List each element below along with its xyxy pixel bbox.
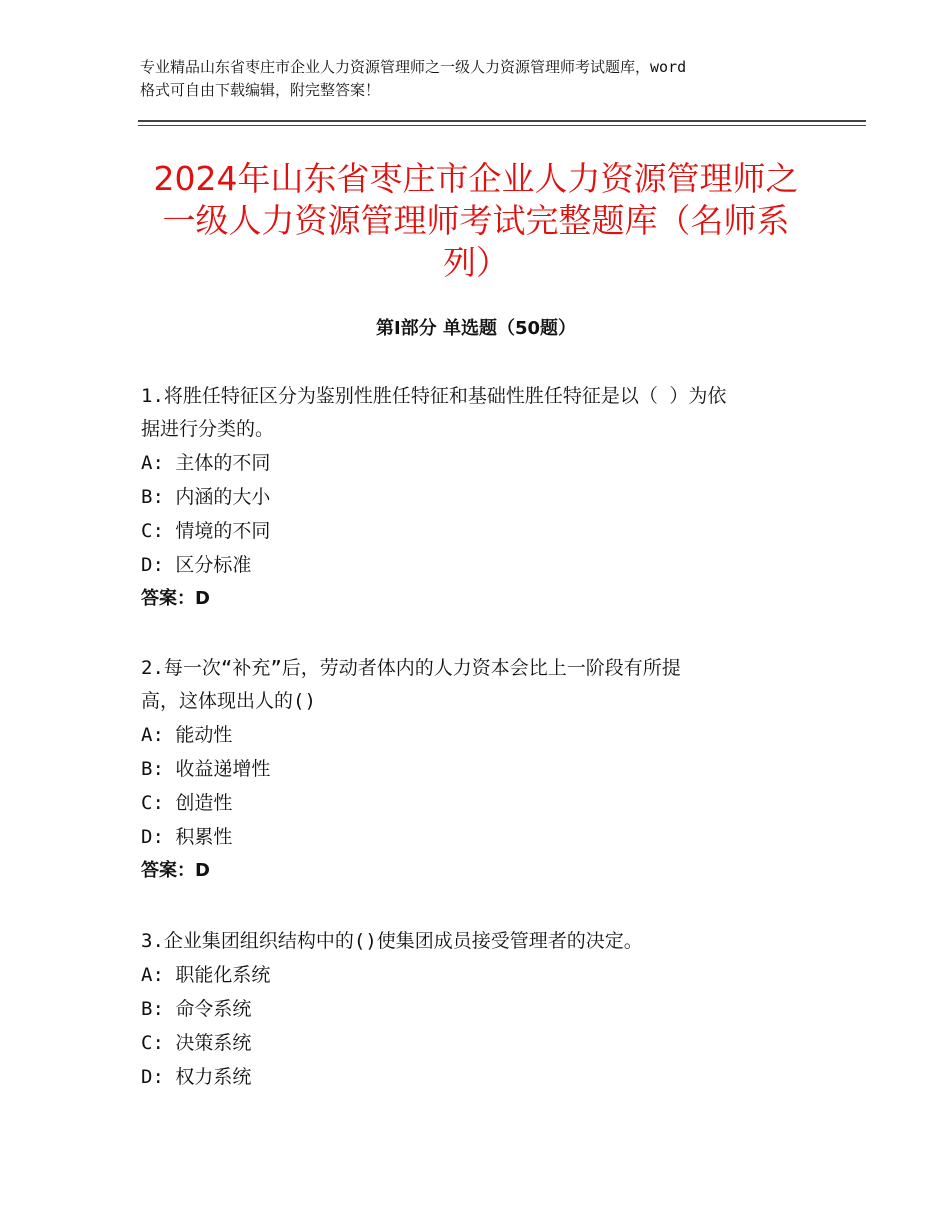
question-2	[141, 652, 821, 888]
option-c: C: 情境的不同	[141, 520, 271, 542]
question-1-stem	[141, 380, 821, 446]
option-d: D: 权力系统	[141, 1066, 252, 1088]
question-3	[141, 925, 821, 1094]
question-1-stem-line-2: 据进行分类的。	[141, 418, 275, 440]
header-note	[140, 56, 830, 102]
header-note-line-2: 格式可自由下载编辑，附完整答案！	[140, 81, 381, 99]
question-2-answer: 答案：D	[141, 860, 210, 881]
title-line-3: 列）	[443, 243, 509, 282]
question-3-stem	[141, 925, 821, 958]
option-a: A: 能动性	[141, 724, 233, 746]
option-d: D: 积累性	[141, 826, 233, 848]
question-3-stem-line-1: 3.企业集团组织结构中的()使集团成员接受管理者的决定。	[141, 930, 643, 952]
title-line-2: 一级人力资源管理师考试完整题库（名师系	[162, 201, 790, 240]
title-line-1: 2024年山东省枣庄市企业人力资源管理师之	[153, 159, 799, 198]
question-2-stem-line-1: 2.每一次“补充”后，劳动者体内的人力资本会比上一阶段有所提	[141, 657, 681, 679]
header-divider-thick	[138, 120, 866, 122]
header-divider-thin	[138, 125, 866, 126]
question-1-options	[141, 446, 821, 582]
section-title: 第Ⅰ部分 单选题（50题）	[375, 318, 576, 339]
option-c: C: 创造性	[141, 792, 233, 814]
header-note-line-1: 专业精品山东省枣庄市企业人力资源管理师之一级人力资源管理师考试题库，word	[140, 58, 687, 76]
option-b: B: 内涵的大小	[141, 486, 271, 508]
option-a: A: 主体的不同	[141, 452, 271, 474]
option-b: B: 收益递增性	[141, 758, 271, 780]
question-2-stem-line-2: 高，这体现出人的()	[141, 690, 316, 712]
option-a: A: 职能化系统	[141, 964, 271, 986]
question-1-answer: 答案：D	[141, 588, 210, 609]
question-1	[141, 380, 821, 616]
option-d: D: 区分标准	[141, 554, 252, 576]
option-b: B: 命令系统	[141, 998, 252, 1020]
question-2-stem	[141, 652, 821, 718]
question-2-options	[141, 718, 821, 854]
option-c: C: 决策系统	[141, 1032, 252, 1054]
question-3-options	[141, 958, 821, 1094]
document-title	[140, 158, 812, 284]
question-1-stem-line-1: 1.将胜任特征区分为鉴别性胜任特征和基础性胜任特征是以（ ）为依	[141, 385, 727, 407]
